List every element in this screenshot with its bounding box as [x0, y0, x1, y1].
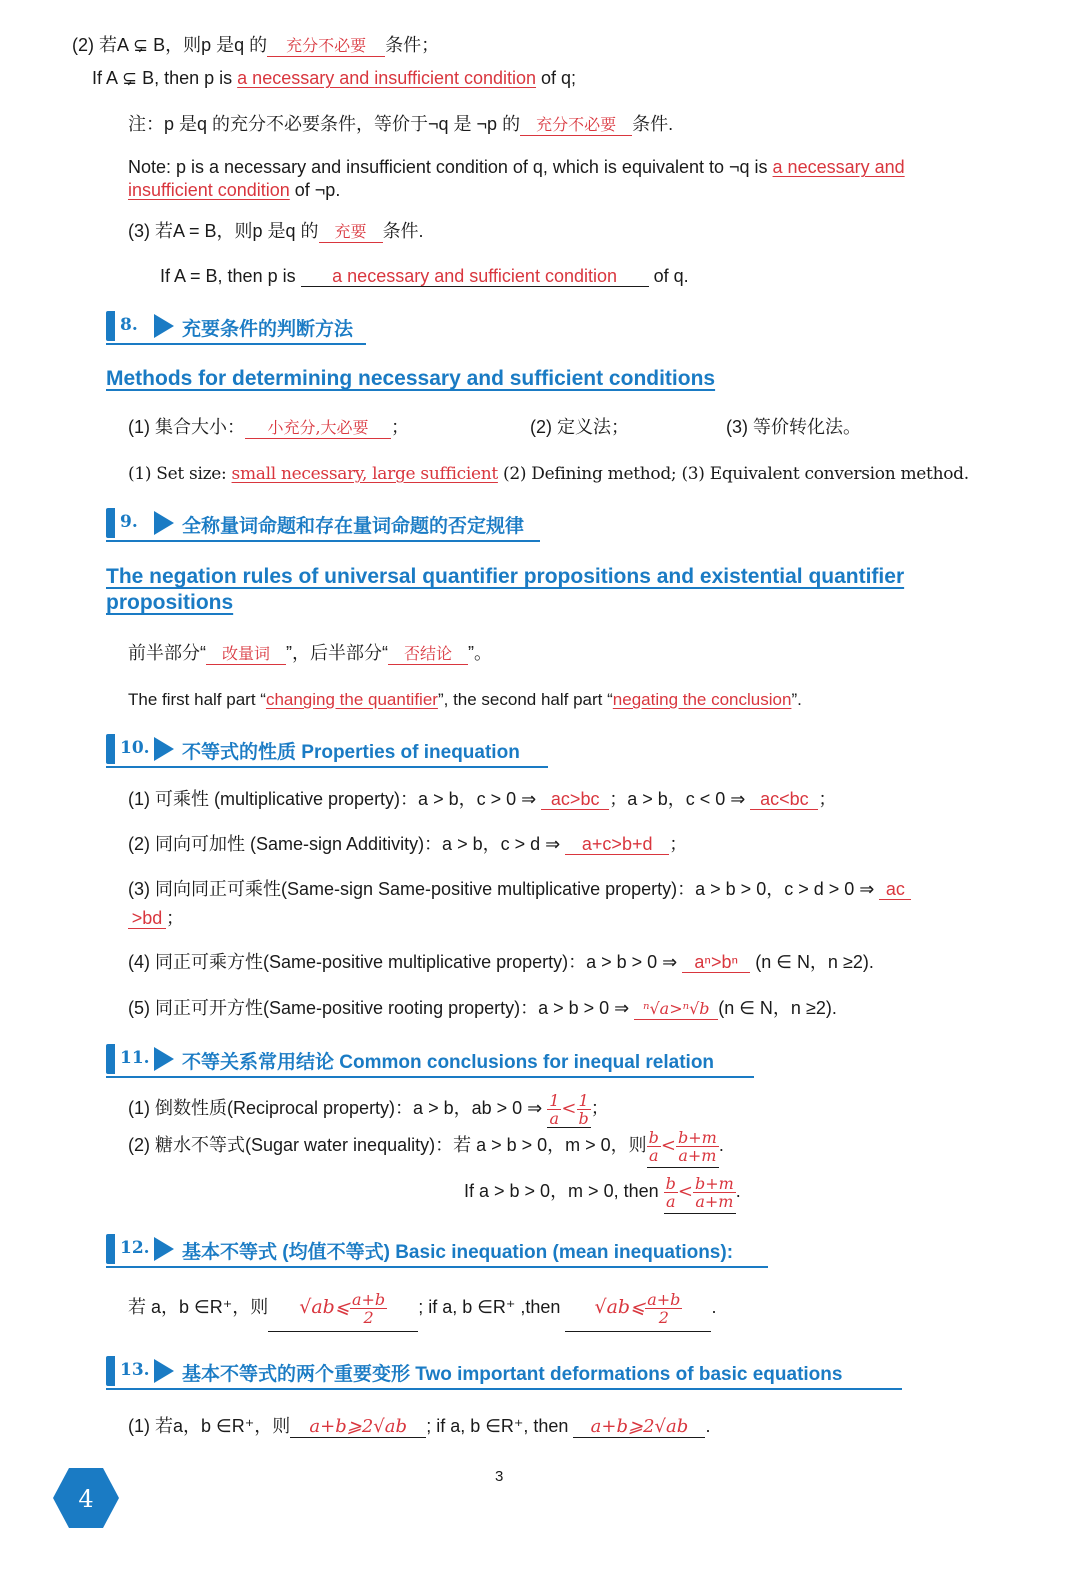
answer-blank: 充分不必要	[520, 115, 632, 136]
root-expr: √ab	[594, 1296, 631, 1319]
text: 条件；	[385, 35, 440, 55]
text: (2) Defining method; (3) Equivalent conversion method.	[497, 464, 969, 484]
section-title: 全称量词命题和存在量词命题的否定规律	[182, 516, 525, 537]
operator: <	[660, 1135, 677, 1157]
section-number: 11.	[120, 1048, 150, 1068]
section-number: 9.	[120, 512, 138, 532]
section-9-en-title-1: The negation rules of universal quantifier propositions and existential quantifier	[106, 565, 905, 588]
section-number: 13.	[120, 1360, 150, 1380]
page-badge-hexagon-icon	[52, 1466, 120, 1530]
answer-blank: >bd	[128, 908, 166, 929]
note-en-2	[128, 178, 340, 202]
line-subset-cn	[72, 33, 439, 57]
line-equal-en	[160, 264, 689, 288]
text: ”.	[791, 690, 802, 709]
denominator: 2	[658, 1308, 669, 1327]
operator: <	[561, 1098, 577, 1120]
section-number: 12.	[120, 1238, 150, 1258]
text: .	[711, 1297, 717, 1317]
section-number: 8.	[120, 315, 138, 335]
text: ; if a, b ∈R⁺, then	[426, 1416, 574, 1436]
text: 注：p 是q 的充分不必要条件，等价于¬q 是 ¬p 的	[128, 114, 521, 134]
text: (2) 糖水不等式(Sugar water inequality)：若 a > b > 0，m > 0，则	[128, 1135, 647, 1155]
answer-blank: ac	[879, 879, 911, 900]
property-3-line2	[128, 906, 184, 930]
deformation-1	[128, 1414, 710, 1438]
text: .	[705, 1416, 711, 1436]
page-number: 3	[495, 1468, 504, 1485]
negation-en	[128, 688, 802, 712]
numerator: b+m	[678, 1128, 717, 1147]
note-en-1	[128, 155, 905, 179]
numerator: b	[648, 1128, 659, 1147]
denominator: a	[665, 1192, 676, 1211]
text: 若 a，b ∈R⁺，则	[128, 1297, 269, 1317]
answer: a necessary and	[772, 157, 905, 177]
play-triangle-icon	[154, 1359, 174, 1383]
answer: small necessary, large sufficient	[231, 464, 498, 484]
conclusion-3	[464, 1170, 741, 1212]
section-8-en-title: Methods for determining necessary and sufficient conditions	[106, 367, 716, 390]
answer-blank: ac<bc	[750, 789, 818, 810]
negation-cn	[128, 641, 492, 665]
conclusion-1	[128, 1090, 609, 1126]
text: ”，后半部分“	[286, 643, 388, 663]
property-3-line1	[128, 877, 911, 901]
text: (1) 倒数性质(Reciprocal property)：a > b，ab > 0 ⇒	[128, 1098, 548, 1118]
answer-blank: 小充分,大必要	[245, 418, 391, 439]
methods-cn-1	[128, 415, 409, 439]
text: (1) Set size:	[128, 464, 232, 484]
answer-blank: a+c>b+d	[565, 834, 669, 855]
property-2	[128, 832, 687, 856]
text: (2) 同向可加性 (Same-sign Additivity)：a > b，c > d ⇒	[128, 834, 566, 854]
answer-blank: a+b⩾2√ab	[290, 1417, 426, 1438]
property-4	[128, 950, 874, 974]
text: of q.	[648, 266, 689, 286]
answer-blank: ⁿ√a>ⁿ√b	[634, 999, 718, 1020]
text: ；	[590, 1098, 609, 1118]
methods-cn-3: (3) 等价转化法。	[726, 417, 861, 437]
text: (5) 同正可开方性(Same-positive rooting property)：a > b > 0 ⇒	[128, 998, 635, 1018]
answer-blank: aⁿ>bⁿ	[682, 952, 750, 973]
methods-cn-2: (2) 定义法；	[530, 417, 629, 437]
answer-blank: 改量词	[206, 644, 286, 665]
denominator: 2	[363, 1308, 374, 1327]
text: (n ∈ N，n ≥2).	[718, 998, 837, 1018]
line-subset-en	[92, 66, 576, 90]
numerator: b+m	[694, 1174, 734, 1193]
line-equal-cn	[128, 219, 424, 243]
text: The first half part “	[128, 690, 266, 709]
section-title: 不等关系常用结论 Common conclusions for inequal relation	[182, 1052, 715, 1073]
answer-blank: a necessary and sufficient condition	[301, 266, 649, 287]
play-triangle-icon	[154, 314, 174, 338]
answer-blank: 否结论	[388, 644, 468, 665]
denominator: a+m	[678, 1146, 717, 1165]
note-cn	[128, 112, 673, 136]
section-title: 基本不等式的两个重要变形 Two important deformations of basic equations	[182, 1364, 843, 1385]
text: (n ∈ N，n ≥2).	[750, 952, 874, 972]
text: (1) 可乘性 (multiplicative property)：a > b，c > 0 ⇒	[128, 789, 542, 809]
property-1	[128, 787, 836, 811]
play-triangle-icon	[154, 1237, 174, 1261]
text: ; if a, b ∈R⁺ ,then	[418, 1297, 566, 1317]
text: 条件.	[382, 221, 424, 241]
page-badge-number: 4	[78, 1485, 94, 1513]
text: ；	[669, 834, 688, 854]
operator: ⩽	[630, 1297, 646, 1319]
numerator: a+b	[351, 1290, 386, 1309]
operator: ⩽	[334, 1297, 350, 1319]
play-triangle-icon	[154, 1047, 174, 1071]
answer: a necessary and insufficient condition	[237, 68, 537, 88]
play-triangle-icon	[154, 737, 174, 761]
answer-blank: 充要	[319, 222, 383, 243]
text: ；	[391, 417, 409, 437]
text: (1) 集合大小：	[128, 417, 245, 437]
text: (3) 同向同正可乘性(Same-sign Same-positive multiplicative property)：a > b > 0，c > d > 0 ⇒	[128, 879, 880, 899]
operator: <	[677, 1181, 693, 1203]
text: ；a > b，c < 0 ⇒	[609, 789, 751, 809]
section-title: 不等式的性质 Properties of inequation	[182, 742, 520, 763]
text: (2) 若A ⊊ B，则p 是q 的	[72, 35, 268, 55]
section-number: 10.	[120, 738, 150, 758]
numerator: a+b	[647, 1290, 681, 1309]
text: (4) 同正可乘方性(Same-positive multiplicative property)：a > b > 0 ⇒	[128, 952, 683, 972]
conclusion-2	[128, 1124, 724, 1166]
answer-blank: a+b⩾2√ab	[573, 1417, 705, 1438]
text: ”。	[468, 643, 492, 663]
text: ”, the second half part “	[437, 690, 613, 709]
text: of q;	[536, 68, 577, 88]
text: If a > b > 0，m > 0, then	[464, 1181, 664, 1201]
answer: insufficient condition	[128, 180, 290, 200]
section-title: 基本不等式 (均值不等式) Basic inequation (mean inequations):	[182, 1242, 734, 1263]
methods-en	[128, 462, 969, 486]
text: 条件.	[632, 114, 674, 134]
text: Note: p is a necessary and insufficient condition of q, which is equivalent to ¬q is	[128, 157, 773, 177]
answer: changing the quantifier	[265, 690, 438, 709]
numerator: 1	[549, 1091, 560, 1110]
denominator: a	[649, 1146, 659, 1165]
text: If A ⊊ B, then p is	[92, 68, 238, 88]
denominator: a+m	[695, 1192, 734, 1211]
text: .	[735, 1181, 741, 1201]
denominator: a	[549, 1109, 560, 1128]
answer-blank: ac>bc	[541, 789, 609, 810]
text: of ¬p.	[289, 180, 341, 200]
text: (1) 若a，b ∈R⁺，则	[128, 1416, 291, 1436]
text: .	[718, 1135, 724, 1155]
text: ；	[818, 789, 837, 809]
section-9-en-title-2: propositions	[106, 591, 234, 614]
text: If A = B, then p is	[160, 266, 301, 286]
answer-blank: 充分不必要	[267, 36, 385, 57]
play-triangle-icon	[154, 511, 174, 535]
root-expr: √ab	[299, 1296, 335, 1319]
text: ；	[166, 908, 184, 928]
property-5	[128, 996, 837, 1020]
basic-inequation	[128, 1284, 716, 1330]
denominator: b	[578, 1109, 589, 1128]
section-title: 充要条件的判断方法	[182, 319, 354, 340]
text: 前半部分“	[128, 643, 206, 663]
numerator: b	[665, 1174, 676, 1193]
text: (3) 若A = B，则p 是q 的	[128, 221, 319, 241]
numerator: 1	[577, 1092, 591, 1110]
answer: negating the conclusion	[612, 690, 792, 709]
